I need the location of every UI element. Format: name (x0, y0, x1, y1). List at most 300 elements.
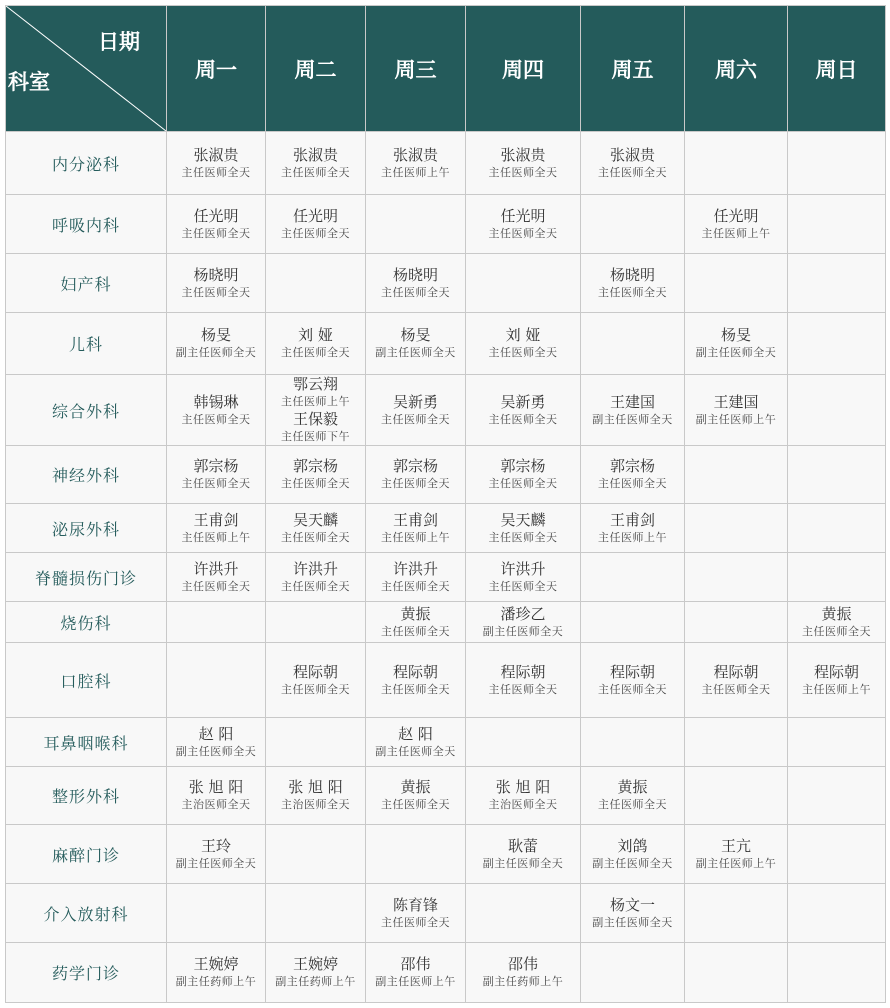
schedule-cell (266, 195, 366, 254)
doctor-entry (466, 560, 580, 595)
schedule-cell (366, 602, 466, 643)
doctor-name: 郭宗杨 (292, 457, 338, 475)
schedule-cell (167, 825, 266, 884)
doctor-name: 韩锡琳 (193, 392, 239, 411)
doctor-entry (167, 511, 265, 546)
schedule-cell (167, 254, 266, 313)
schedule-cell (685, 375, 788, 446)
schedule-cell (788, 718, 886, 767)
doctor-title-shift: 主任医师全天 (381, 285, 450, 299)
doctor-name: 黄振 (821, 604, 852, 623)
doctor-title-shift: 主任医师全天 (181, 226, 251, 240)
doctor-name: 吴天麟 (292, 510, 338, 529)
doctor-entry (685, 393, 787, 428)
schedule-cell (466, 375, 581, 446)
schedule-cell (266, 254, 366, 313)
schedule-cell (581, 825, 685, 884)
doctor-entry (266, 207, 365, 242)
schedule-cell (788, 643, 886, 718)
schedule-cell (466, 446, 581, 504)
schedule-cell (466, 132, 581, 195)
doctor-entry (466, 457, 580, 492)
doctor-name: 张淑贵 (193, 145, 239, 164)
schedule-cell (581, 504, 685, 553)
doctor-name: 程际朝 (609, 662, 655, 681)
doctor-title-shift: 主任医师上午 (701, 226, 771, 240)
doctor-name: 黄振 (400, 604, 431, 623)
doctor-name: 王保毅 (292, 410, 338, 428)
schedule-cell (685, 643, 788, 718)
schedule-cell (581, 553, 685, 602)
doctor-title-shift: 主任医师下午 (281, 430, 350, 443)
schedule-cell (167, 132, 266, 195)
schedule-cell (266, 553, 366, 602)
doctor-entry (366, 560, 465, 595)
doctor-entry (581, 837, 684, 872)
table-row (6, 504, 886, 553)
doctor-title-shift: 主任医师全天 (381, 412, 450, 426)
doctor-title-shift: 副主任医师上午 (375, 975, 456, 988)
dept-name-cell: 妇产科 (6, 254, 167, 313)
doctor-entry (366, 896, 465, 931)
schedule-cell (788, 313, 886, 375)
doctor-name: 张 旭 阳 (188, 778, 244, 796)
doctor-title-shift: 主任医师全天 (181, 412, 251, 426)
dept-name-cell: 儿科 (6, 313, 167, 375)
dept-name-cell: 综合外科 (6, 375, 167, 446)
schedule-container (5, 5, 885, 1003)
doctor-name: 许洪升 (392, 559, 438, 578)
doctor-name: 程际朝 (813, 662, 859, 681)
doctor-title-shift: 副主任医师全天 (592, 412, 673, 426)
doctor-entry (366, 605, 465, 640)
schedule-cell (167, 767, 266, 825)
doctor-entry (167, 326, 265, 361)
doctor-name: 王甫剑 (609, 510, 655, 529)
doctor-title-shift: 主任医师上午 (181, 530, 251, 544)
dept-name-cell: 药学门诊 (6, 943, 167, 1003)
doctor-entry (466, 605, 580, 640)
dept-name-cell: 耳鼻咽喉科 (6, 718, 167, 767)
schedule-cell (366, 446, 466, 504)
doctor-entry (466, 511, 580, 546)
schedule-cell (685, 767, 788, 825)
schedule-cell (266, 602, 366, 643)
doctor-title-shift: 主任医师全天 (381, 798, 450, 811)
doctor-title-shift: 副主任医师全天 (695, 346, 777, 359)
schedule-cell (266, 825, 366, 884)
doctor-title-shift: 主任医师上午 (381, 165, 450, 179)
doctor-title-shift: 副主任药师上午 (275, 975, 356, 988)
doctor-title-shift: 主任医师全天 (488, 412, 558, 426)
schedule-cell (685, 602, 788, 643)
schedule-cell (466, 884, 581, 943)
schedule-cell (167, 553, 266, 602)
doctor-entry (266, 375, 365, 410)
doctor-name: 张 旭 阳 (288, 778, 343, 796)
schedule-cell (581, 195, 685, 254)
doctor-name: 黄振 (617, 778, 648, 796)
doctor-name: 潘珍乙 (500, 604, 546, 623)
day-header-fri: 周五 (581, 6, 685, 132)
schedule-cell (266, 767, 366, 825)
doctor-name: 张淑贵 (609, 145, 655, 164)
table-row (6, 195, 886, 254)
doctor-title-shift: 主任医师全天 (488, 579, 558, 593)
doctor-title-shift: 主任医师全天 (181, 579, 251, 593)
doctor-entry (466, 393, 580, 428)
doctor-name: 邵伟 (400, 955, 431, 973)
doctor-name: 程际朝 (292, 662, 338, 681)
doctor-title-shift: 主治医师全天 (181, 798, 251, 811)
doctor-entry (366, 725, 465, 760)
doctor-title-shift: 副主任药师上午 (175, 975, 257, 988)
doctor-title-shift: 主任医师全天 (381, 915, 450, 929)
doctor-entry (581, 778, 684, 813)
doctor-entry (167, 725, 265, 760)
doctor-entry (266, 955, 365, 990)
schedule-cell (466, 643, 581, 718)
schedule-cell (581, 313, 685, 375)
doctor-entry (366, 778, 465, 813)
schedule-cell (366, 313, 466, 375)
doctor-entry (466, 837, 580, 872)
table-row (6, 446, 886, 504)
doctor-entry (167, 560, 265, 595)
schedule-cell (266, 375, 366, 446)
schedule-cell (167, 313, 266, 375)
doctor-name: 许洪升 (292, 559, 338, 578)
doctor-title-shift: 副主任医师全天 (175, 744, 257, 758)
doctor-title-shift: 主任医师全天 (802, 624, 871, 638)
doctor-name: 程际朝 (713, 662, 759, 681)
schedule-body (6, 132, 886, 1003)
doctor-title-shift: 副主任医师全天 (592, 915, 673, 929)
schedule-cell (167, 884, 266, 943)
table-row (6, 643, 886, 718)
schedule-cell (266, 446, 366, 504)
doctor-name: 杨晓明 (609, 265, 655, 284)
doctor-entry (581, 457, 684, 492)
dept-axis-label: 科室 (8, 70, 50, 94)
doctor-title-shift: 主任医师全天 (488, 682, 558, 696)
schedule-cell (788, 375, 886, 446)
schedule-cell (581, 767, 685, 825)
doctor-name: 任光明 (500, 206, 546, 225)
doctor-title-shift: 主任医师全天 (181, 285, 251, 299)
doctor-name: 程际朝 (392, 662, 438, 681)
doctor-title-shift: 主任医师上午 (381, 530, 450, 544)
doctor-entry (581, 393, 684, 428)
schedule-cell (581, 446, 685, 504)
doctor-name: 任光明 (193, 206, 239, 225)
schedule-cell (466, 767, 581, 825)
doctor-title-shift: 主治医师全天 (281, 798, 350, 811)
doctor-title-shift: 主任医师全天 (701, 682, 771, 696)
table-row (6, 884, 886, 943)
schedule-cell (685, 504, 788, 553)
schedule-cell (466, 504, 581, 553)
schedule-cell (581, 718, 685, 767)
doctor-name: 张 旭 阳 (495, 778, 551, 796)
doctor-name: 张淑贵 (392, 145, 438, 164)
doctor-entry (266, 457, 365, 492)
schedule-cell (685, 195, 788, 254)
doctor-entry (581, 896, 684, 931)
doctor-name: 吴新勇 (392, 392, 438, 411)
schedule-cell (685, 254, 788, 313)
dept-name-cell: 整形外科 (6, 767, 167, 825)
day-header-sat: 周六 (685, 6, 788, 132)
doctor-name: 杨旻 (200, 326, 231, 344)
table-row (6, 254, 886, 313)
schedule-cell (266, 943, 366, 1003)
doctor-name: 吴新勇 (500, 392, 546, 411)
schedule-cell (581, 602, 685, 643)
schedule-cell (266, 718, 366, 767)
schedule-cell (366, 195, 466, 254)
doctor-name: 杨旻 (720, 326, 751, 344)
dept-name-cell: 脊髓损伤门诊 (6, 553, 167, 602)
doctor-entry (266, 778, 365, 813)
doctor-title-shift: 副主任医师全天 (175, 346, 257, 359)
doctor-name: 张淑贵 (292, 145, 338, 164)
doctor-entry (685, 663, 787, 698)
doctor-entry (167, 837, 265, 872)
schedule-cell (167, 504, 266, 553)
doctor-title-shift: 主任医师全天 (381, 579, 450, 593)
doctor-entry (366, 326, 465, 361)
schedule-cell (788, 254, 886, 313)
schedule-cell (466, 825, 581, 884)
doctor-name: 许洪升 (193, 559, 239, 578)
doctor-entry (167, 955, 265, 990)
schedule-cell (788, 602, 886, 643)
schedule-cell (685, 718, 788, 767)
doctor-entry (788, 605, 885, 640)
schedule-cell (167, 195, 266, 254)
doctor-entry (366, 955, 465, 990)
dept-name-cell: 口腔科 (6, 643, 167, 718)
doctor-title-shift: 主任医师全天 (281, 579, 350, 593)
doctor-name: 任光明 (292, 206, 338, 225)
doctor-title-shift: 副主任医师全天 (482, 624, 564, 638)
doctor-entry (266, 326, 365, 361)
schedule-cell (167, 718, 266, 767)
doctor-entry (581, 146, 684, 181)
schedule-cell (685, 132, 788, 195)
schedule-cell (788, 132, 886, 195)
doctor-entry (788, 663, 885, 698)
schedule-cell (581, 884, 685, 943)
doctor-name: 刘鸽 (617, 836, 648, 855)
doctor-title-shift: 副主任医师全天 (482, 856, 564, 870)
schedule-cell (366, 375, 466, 446)
doctor-name: 任光明 (713, 206, 759, 225)
doctor-title-shift: 主任医师全天 (181, 477, 251, 490)
schedule-cell (685, 313, 788, 375)
doctor-entry (366, 393, 465, 428)
schedule-cell (466, 553, 581, 602)
doctor-name: 吴天麟 (500, 510, 546, 529)
schedule-cell (788, 504, 886, 553)
doctor-title-shift: 主任医师全天 (281, 530, 350, 544)
doctor-name: 王玲 (200, 836, 231, 855)
day-header-wed: 周三 (366, 6, 466, 132)
doctor-name: 鄂云翔 (292, 375, 338, 393)
doctor-entry (266, 560, 365, 595)
doctor-entry (466, 326, 580, 361)
doctor-name: 张淑贵 (500, 145, 546, 164)
schedule-cell (366, 504, 466, 553)
table-row (6, 313, 886, 375)
doctor-name: 王甫剑 (193, 510, 239, 529)
doctor-name: 杨旻 (400, 326, 431, 344)
table-row (6, 132, 886, 195)
doctor-entry (167, 266, 265, 301)
schedule-cell (581, 643, 685, 718)
table-row (6, 602, 886, 643)
schedule-cell (466, 943, 581, 1003)
table-row (6, 943, 886, 1003)
doctor-title-shift: 主任医师全天 (281, 682, 350, 696)
doctor-name: 王甫剑 (392, 510, 438, 529)
doctor-name: 郭宗杨 (392, 457, 438, 475)
doctor-name: 郭宗杨 (193, 457, 239, 475)
doctor-entry (685, 326, 787, 361)
table-row (6, 553, 886, 602)
doctor-entry (266, 511, 365, 546)
doctor-title-shift: 主任医师全天 (598, 165, 667, 179)
schedule-cell (581, 254, 685, 313)
doctor-entry (685, 837, 787, 872)
schedule-table (5, 5, 886, 1003)
schedule-cell (466, 602, 581, 643)
schedule-cell (685, 943, 788, 1003)
doctor-title-shift: 主任医师全天 (381, 682, 450, 696)
dept-name-cell: 麻醉门诊 (6, 825, 167, 884)
doctor-entry (167, 778, 265, 813)
schedule-cell (581, 943, 685, 1003)
doctor-name: 杨文一 (609, 895, 655, 914)
doctor-name: 邵伟 (507, 955, 538, 973)
doctor-title-shift: 副主任医师全天 (592, 856, 673, 870)
schedule-cell (266, 884, 366, 943)
doctor-entry (466, 955, 580, 990)
table-row (6, 718, 886, 767)
doctor-title-shift: 主任医师上午 (802, 682, 871, 696)
doctor-entry (581, 266, 684, 301)
doctor-title-shift: 主任医师全天 (488, 165, 558, 179)
corner-header (6, 6, 167, 132)
schedule-cell (466, 195, 581, 254)
doctor-entry (167, 393, 265, 428)
schedule-cell (266, 504, 366, 553)
doctor-entry (366, 457, 465, 492)
doctor-entry (167, 457, 265, 492)
schedule-cell (788, 825, 886, 884)
doctor-name: 程际朝 (500, 662, 546, 681)
doctor-entry (167, 146, 265, 181)
schedule-cell (167, 446, 266, 504)
schedule-cell (366, 718, 466, 767)
day-header-tue: 周二 (266, 6, 366, 132)
schedule-cell (685, 446, 788, 504)
doctor-title-shift: 主任医师全天 (488, 530, 558, 544)
schedule-cell (167, 643, 266, 718)
schedule-cell (581, 132, 685, 195)
schedule-cell (788, 553, 886, 602)
doctor-title-shift: 主任医师全天 (488, 346, 558, 359)
doctor-title-shift: 主任医师全天 (281, 477, 350, 490)
schedule-cell (466, 718, 581, 767)
doctor-entry (466, 146, 580, 181)
schedule-cell (167, 943, 266, 1003)
table-row (6, 767, 886, 825)
dept-name-cell: 神经外科 (6, 446, 167, 504)
doctor-name: 王亢 (720, 836, 751, 855)
schedule-cell (366, 553, 466, 602)
doctor-entry (266, 146, 365, 181)
table-row (6, 825, 886, 884)
doctor-entry (366, 146, 465, 181)
day-header-mon: 周一 (167, 6, 266, 132)
schedule-cell (266, 643, 366, 718)
doctor-title-shift: 主任医师全天 (488, 226, 558, 240)
doctor-title-shift: 副主任药师上午 (482, 975, 564, 988)
doctor-title-shift: 主任医师全天 (381, 624, 450, 638)
schedule-cell (266, 313, 366, 375)
doctor-name: 杨晓明 (193, 265, 239, 284)
doctor-title-shift: 主任医师全天 (598, 682, 667, 696)
dept-name-cell: 呼吸内科 (6, 195, 167, 254)
doctor-name: 王建国 (609, 392, 655, 411)
schedule-cell (788, 943, 886, 1003)
schedule-cell (581, 375, 685, 446)
doctor-title-shift: 主任医师全天 (181, 165, 251, 179)
schedule-cell (366, 884, 466, 943)
schedule-cell (266, 132, 366, 195)
schedule-cell (366, 132, 466, 195)
doctor-title-shift: 副主任医师上午 (695, 856, 777, 870)
schedule-cell (788, 884, 886, 943)
schedule-cell (366, 767, 466, 825)
doctor-name: 刘 娅 (505, 326, 541, 344)
doctor-name: 赵 阳 (398, 724, 433, 743)
schedule-cell (366, 943, 466, 1003)
schedule-cell (466, 313, 581, 375)
doctor-entry (266, 663, 365, 698)
dept-name-cell: 烧伤科 (6, 602, 167, 643)
doctor-entry (581, 663, 684, 698)
schedule-cell (366, 825, 466, 884)
schedule-cell (788, 195, 886, 254)
doctor-name: 王婉婷 (193, 955, 239, 973)
doctor-entry (466, 778, 580, 813)
doctor-entry (366, 511, 465, 546)
doctor-entry (366, 663, 465, 698)
schedule-cell (685, 825, 788, 884)
doctor-entry (366, 266, 465, 301)
doctor-name: 耿蕾 (507, 836, 538, 855)
schedule-cell (466, 254, 581, 313)
doctor-title-shift: 主任医师全天 (281, 165, 350, 179)
dept-name-cell: 介入放射科 (6, 884, 167, 943)
table-row (6, 375, 886, 446)
header-row (6, 6, 886, 132)
doctor-entry (167, 207, 265, 242)
doctor-title-shift: 主任医师上午 (598, 530, 667, 544)
